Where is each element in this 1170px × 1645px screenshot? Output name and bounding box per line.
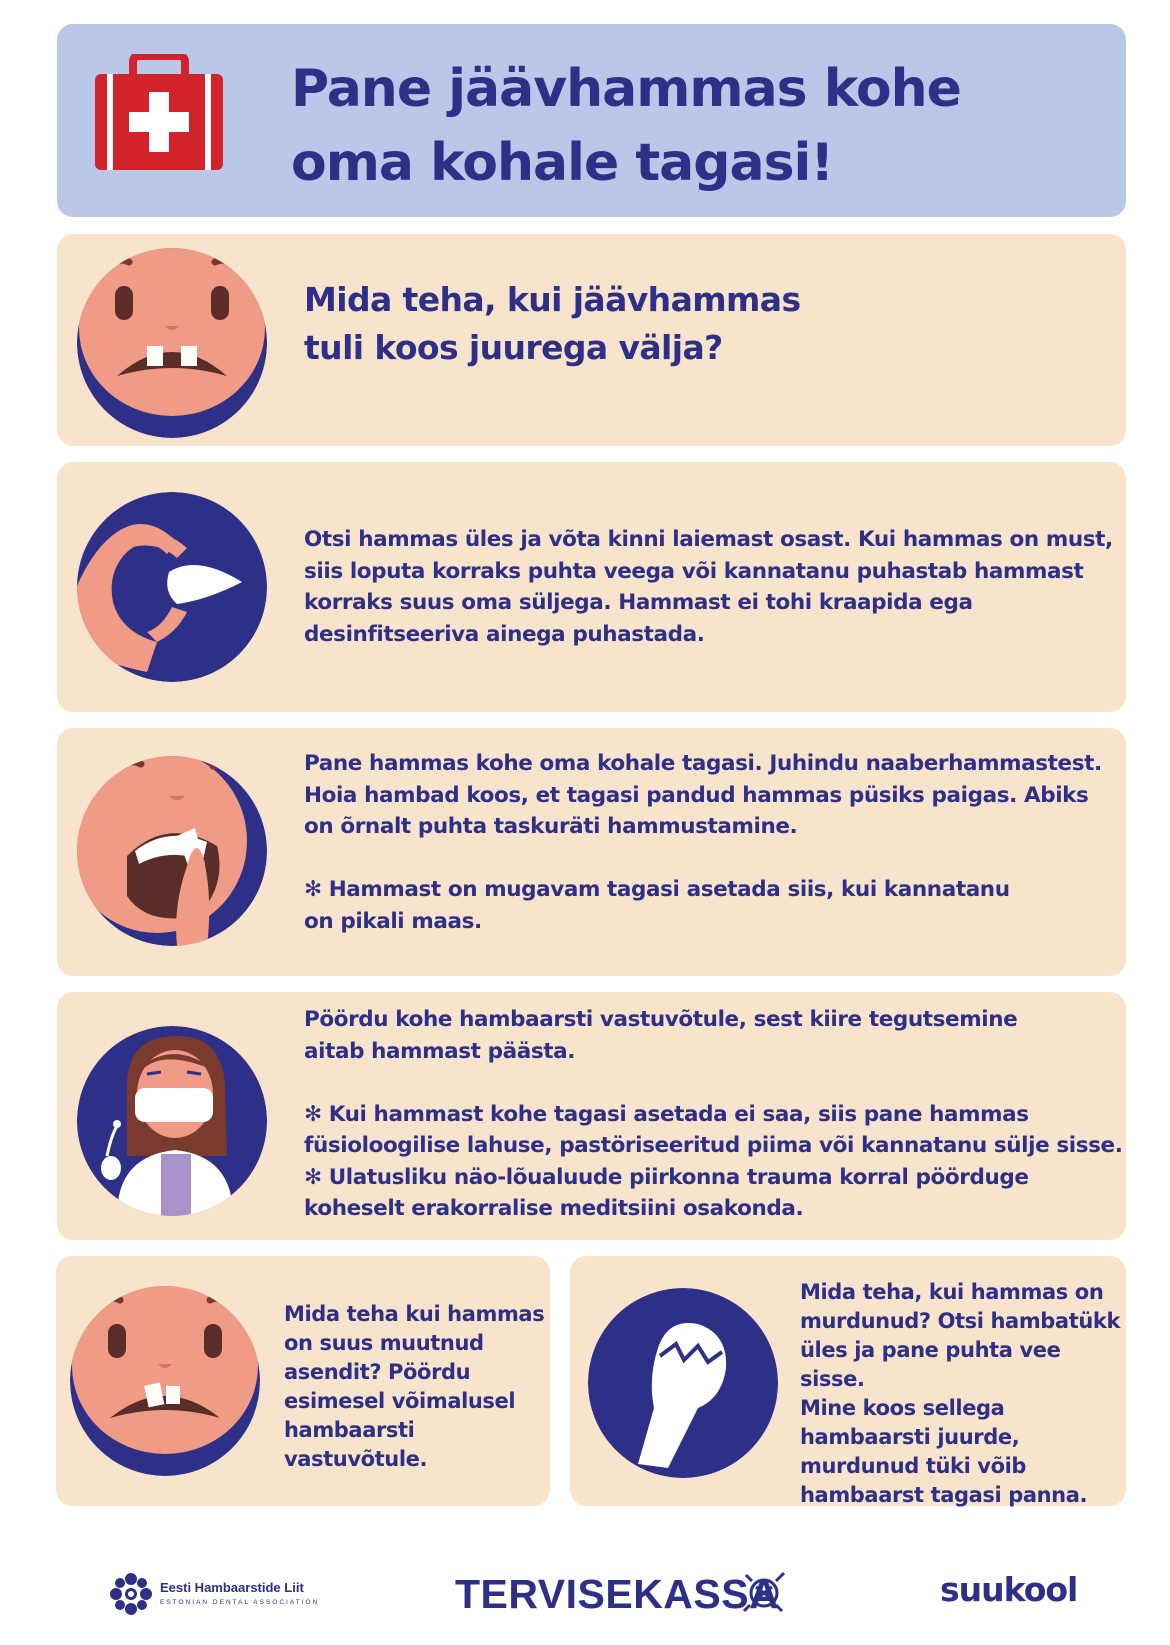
tervisekassa-logo-text: TERVISEKASSA (455, 1571, 780, 1617)
face-displaced-tooth-icon (70, 1286, 260, 1476)
card-1-text: Mida teha, kui jäävhammas tuli koos juurega välja? (304, 280, 801, 367)
header-banner (57, 24, 1126, 217)
card-reinsert-tooth (57, 728, 1126, 976)
suukool-logo-text: suukool (940, 1570, 1078, 1609)
ehl-subtitle: ESTONIAN DENTAL ASSOCIATION (160, 1599, 320, 1606)
ehl-name: Eesti Hambaarstide Liit (160, 1580, 304, 1595)
page-title: Pane jäävhammas kohe oma kohale tagasi! (291, 59, 961, 193)
card-visit-dentist (57, 992, 1126, 1240)
broken-tooth-icon (588, 1288, 778, 1478)
card-pick-up-tooth (57, 462, 1126, 712)
card-tooth-displaced (56, 1256, 550, 1506)
card-6-text: Mida teha, kui hammas on murdunud? Otsi hambatükk üles ja pane puhta vee sisse. Mine koos sellega hambaarsti juurde, murdunud tüki võib hambaarst tagasi panna. (800, 1280, 1121, 1507)
card-5-text: Mida teha kui hammas on suus muutnud asendit? Pöördu esimesel võimalusel hambaarsti vastuvõtule. (284, 1302, 545, 1471)
first-aid-kit-icon (93, 54, 225, 172)
face-missing-tooth-icon (77, 248, 267, 438)
card-2-text: Otsi hammas üles ja võta kinni laiemast osast. Kui hammas on must, siis loputa korraks puhta veega või kannatanu puhastab hammast korraks suus oma süljega. Hammast ei tohi kraapida ega desinfitseeriva ainega puhastada. (304, 527, 1113, 647)
face-reinserting-tooth-icon (77, 756, 267, 946)
tervisekassa-turtle-icon (742, 1567, 790, 1615)
card-tooth-broken (570, 1256, 1126, 1506)
footer (0, 1565, 1170, 1635)
card-3-text: Pane hammas kohe oma kohale tagasi. Juhindu naaberhammastest. Hoia hambad koos, et tagasi pandud hammas püsiks paigas. Abiks on õrnalt puhta taskuräti hammustamine. ✻ Hammast on mugavam tagasi asetada siis, kui kannatanu on pikali maas. (304, 751, 1102, 934)
dentist-icon (77, 1026, 267, 1216)
hand-holding-tooth-icon (77, 492, 267, 682)
ehl-flower-logo-icon (108, 1571, 154, 1617)
card-tooth-knocked-out (57, 234, 1126, 446)
card-4-text: Pöördu kohe hambaarsti vastuvõtule, sest kiire tegutsemine aitab hammast päästa. ✻ Kui hammast kohe tagasi asetada ei saa, siis pane hammas füsioloogilise lahuse, pastöriseeritud piima või kannatanu sülje sisse. ✻ Ulatusliku näo-lõualuude piirkonna trauma korral pöörduge koheselt erakorralise meditsiini osakonda. (304, 1007, 1123, 1221)
